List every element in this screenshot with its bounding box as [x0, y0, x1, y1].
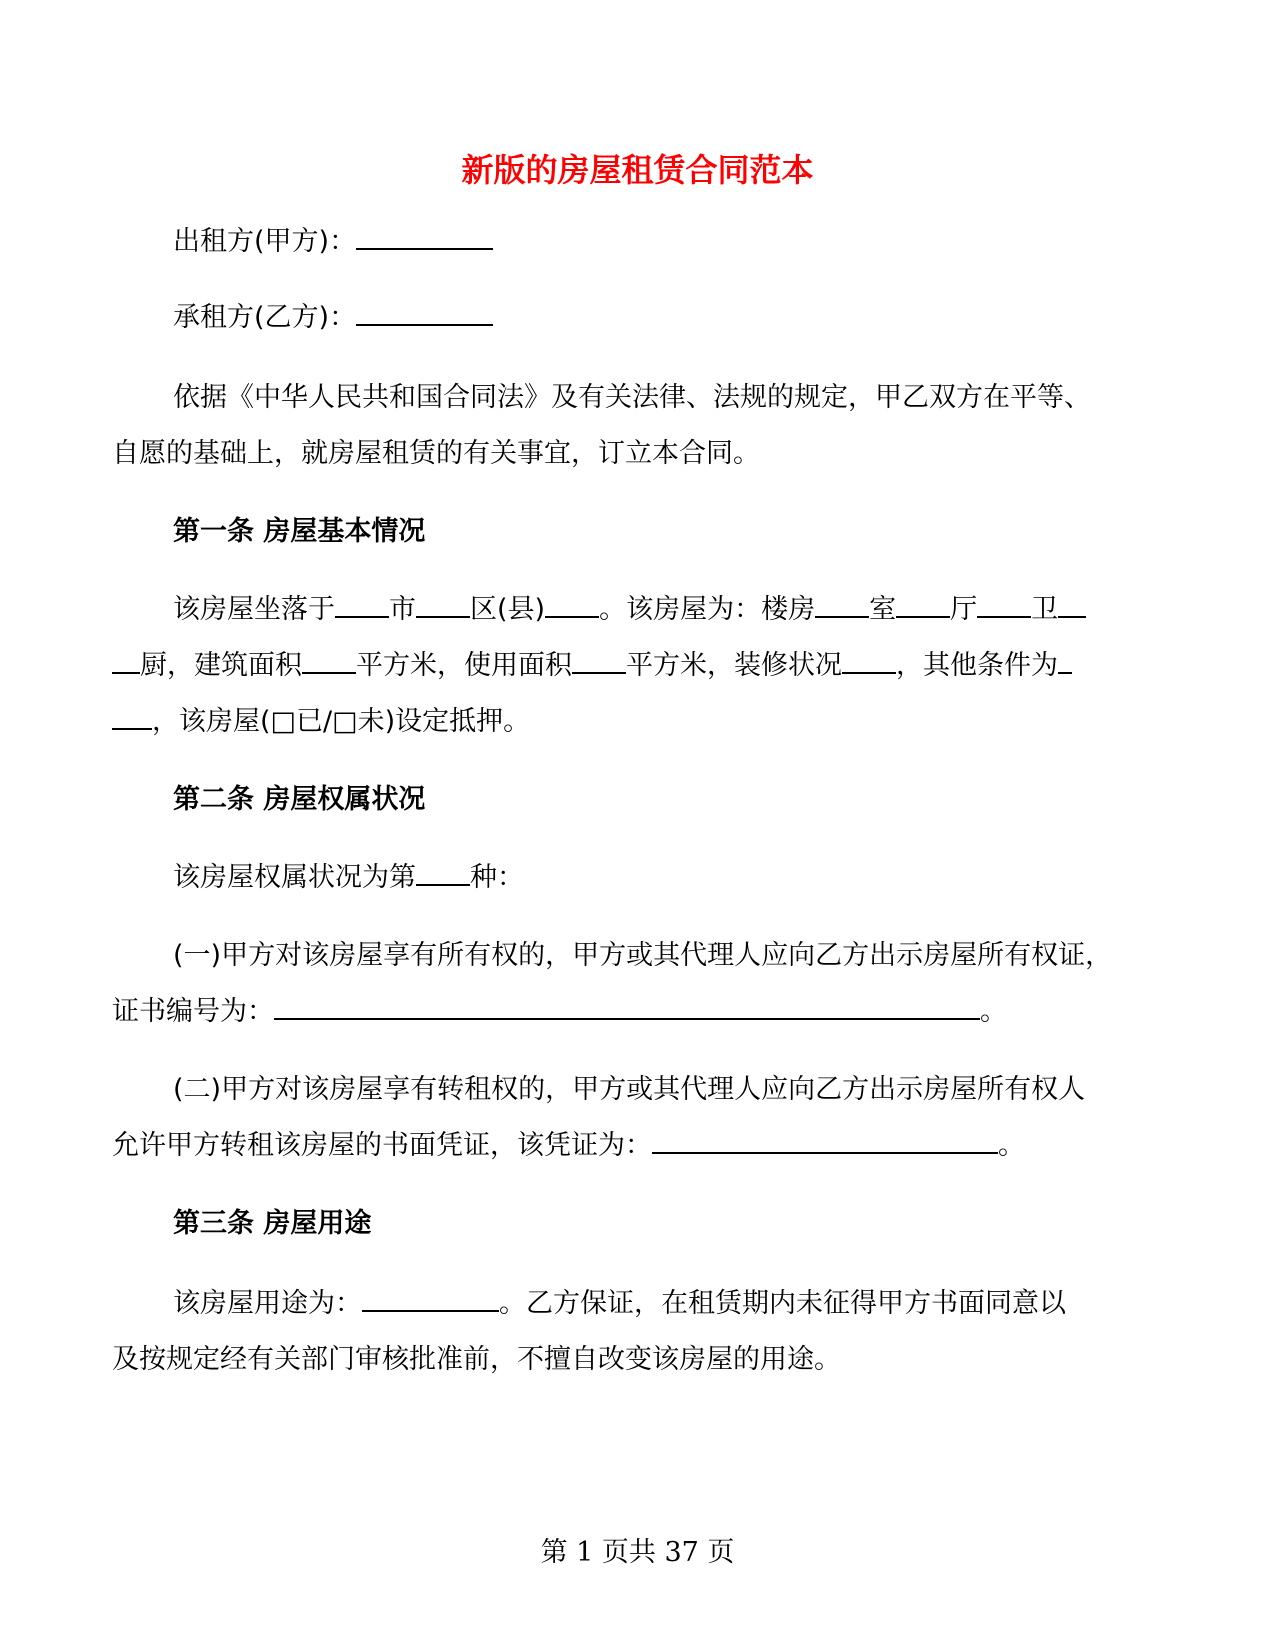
- article1-heading: 第一条 房屋基本情况: [173, 516, 426, 547]
- text-built-area: 厨，建筑面积: [140, 650, 302, 681]
- text-sublease-cert: 允许甲方转租该房屋的书面凭证，该凭证为：: [112, 1130, 652, 1161]
- rooms-blank[interactable]: [815, 590, 869, 618]
- text-hall: 厅: [950, 594, 978, 625]
- decoration-blank[interactable]: [842, 646, 896, 674]
- article2-item2-line2: [112, 1126, 1163, 1166]
- text-room: 室: [869, 594, 897, 625]
- preamble-line-1: 依据《中华人民共和国合同法》及有关法律、法规的规定，甲乙双方在平等、: [173, 382, 1091, 413]
- article1-line-3: [112, 702, 1163, 742]
- sublease-cert-blank[interactable]: [652, 1126, 998, 1154]
- lessor-line: [173, 222, 1163, 262]
- article3-line-2: 及按规定经有关部门审核批准前，不擅自改变该房屋的用途。: [112, 1344, 841, 1375]
- lessee-line: [173, 298, 1163, 338]
- text-usable-area: 平方米，使用面积: [356, 650, 572, 681]
- article3-heading: 第三条 房屋用途: [173, 1208, 372, 1239]
- page-footer: 第 1 页共 37 页: [540, 1537, 735, 1568]
- article2-item1-line1: (一)甲方对该房屋享有所有权的，甲方或其代理人应向乙方出示房屋所有权证，: [173, 940, 1113, 971]
- article1-line-1: [173, 590, 1163, 630]
- kitchens-blank-b[interactable]: [112, 646, 140, 674]
- text-district: 区(县): [470, 594, 546, 625]
- county-blank[interactable]: [545, 590, 599, 618]
- kitchens-blank-a[interactable]: [1058, 590, 1086, 618]
- text-period: 。: [998, 1130, 1025, 1161]
- text-decoration: 平方米，装修状况: [626, 650, 842, 681]
- usage-blank[interactable]: [362, 1284, 499, 1312]
- preamble-line-2: 自愿的基础上，就房屋租赁的有关事宜，订立本合同。: [112, 438, 760, 469]
- other-conditions-blank-a[interactable]: [1058, 646, 1072, 674]
- text-period: 。: [980, 996, 1007, 1027]
- text-city: 市: [389, 594, 416, 625]
- built-area-blank[interactable]: [302, 646, 356, 674]
- text-kind: 种：: [470, 862, 524, 893]
- text-building: 。该房屋为：楼房: [599, 594, 816, 625]
- lessee-blank[interactable]: [356, 298, 493, 326]
- lessor-blank[interactable]: [356, 222, 493, 250]
- article1-line-2: [112, 646, 1163, 686]
- document-title: 新版的房屋租赁合同范本: [461, 151, 814, 189]
- article2-item2-line1: (二)甲方对该房屋享有转租权的，甲方或其代理人应向乙方出示房屋所有权人: [173, 1074, 1086, 1105]
- ownership-type-blank[interactable]: [416, 858, 470, 886]
- article2-intro: [173, 858, 1163, 898]
- city-blank[interactable]: [335, 590, 389, 618]
- baths-blank[interactable]: [977, 590, 1031, 618]
- lessee-label: 承租方(乙方)：: [173, 302, 357, 333]
- text-location: 该房屋坐落于: [173, 594, 335, 625]
- text-other-conditions: ，其他条件为: [896, 650, 1058, 681]
- text-usage-guarantee: 。乙方保证，在租赁期内未征得甲方书面同意以: [499, 1288, 1066, 1319]
- text-usage: 该房屋用途为：: [173, 1288, 362, 1319]
- article2-heading: 第二条 房屋权属状况: [173, 784, 426, 815]
- usable-area-blank[interactable]: [572, 646, 626, 674]
- article3-line-1: [173, 1284, 1163, 1324]
- halls-blank[interactable]: [896, 590, 950, 618]
- text-bath: 卫: [1031, 594, 1059, 625]
- article2-item1-line2: [112, 992, 1163, 1032]
- cert-number-blank[interactable]: [274, 992, 980, 1020]
- text-mortgage: ，该房屋(□已/□未)设定抵押。: [152, 706, 531, 737]
- other-conditions-blank-b[interactable]: [112, 702, 152, 730]
- district-blank[interactable]: [416, 590, 470, 618]
- lessor-label: 出租方(甲方)：: [173, 226, 357, 257]
- text-cert-number: 证书编号为：: [112, 996, 274, 1027]
- text-ownership-type: 该房屋权属状况为第: [173, 862, 416, 893]
